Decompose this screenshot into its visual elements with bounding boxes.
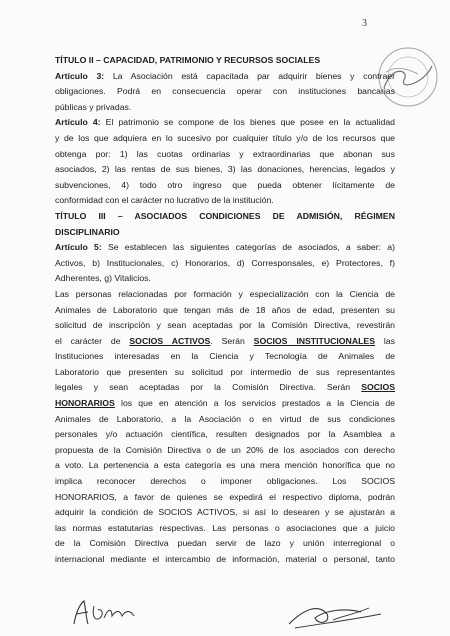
- article-3-line: públicas y privadas.: [55, 101, 132, 112]
- article-4-line: asociados, 2) las rentas de sus bienes, 3) las donaciones, herencias, legados y: [55, 164, 395, 175]
- socios-activos-term: SOCIOS ACTIVOS: [129, 335, 211, 346]
- title-iii: TÍTULO III – ASOCIADOS CONDICIONES DE ADMISIÓN, RÉGIMEN: [55, 210, 395, 221]
- document-body: [55, 53, 395, 568]
- article-3-label: Artículo 3:: [55, 70, 105, 81]
- title-iii-cont: DISCIPLINARIO: [55, 226, 120, 237]
- signature-left: [68, 596, 142, 630]
- body-line: Instituciones interesadas en la Ciencia y Tecnología de Animales de: [55, 351, 395, 362]
- body-line: personales y/o actuación científica, resulten designados por la Asamblea a: [55, 429, 395, 440]
- article-4-line: y de los que adquiera en lo sucesivo por cualquier título y/o de los recursos que: [55, 132, 395, 143]
- title-ii: TÍTULO II – CAPACIDAD, PATRIMONIO Y RECURSOS SOCIALES: [55, 55, 321, 65]
- signature-right: [285, 600, 385, 632]
- page-number: 3: [362, 18, 367, 29]
- article-5-line: Activos, b) Institucionales, c) Honorarios, d) Corresponsales, e) Protectores, f): [55, 257, 395, 268]
- article-5-line: Adherentes, g) Vitalicios.: [55, 273, 151, 284]
- body-line: HONORARIOS los que en atención a los servicios prestados a la Ciencia de: [55, 398, 395, 409]
- body-line: propuesta de la Comisión Directiva o de un 20% de los asociados con derecho: [55, 444, 395, 455]
- body-line: internacional mediante el intercambio de información, material o personal, tanto: [55, 554, 395, 564]
- body-line: de la Comisión Directiva puedan servir de lazo y unión interregional o: [55, 538, 395, 549]
- article-3-line: obligaciones. Podrá en consecuencia operar con instituciones bancarias: [55, 86, 395, 97]
- body-line: el carácter de SOCIOS ACTIVOS. Serán SOCIOS INSTITUCIONALES las: [55, 335, 395, 346]
- honorarios-term: HONORARIOS: [55, 398, 115, 409]
- body-line: Animales de Laboratorio, a la Asociación o en virtud de sus condiciones: [55, 413, 395, 424]
- body-line: Animales de Laboratorio que tengan más de 18 años de edad, presenten su: [55, 304, 395, 315]
- body-line: a voto. La pertenencia a esta categoría es una mera mención honorífica que no: [55, 460, 395, 471]
- body-line: adquirir la condición de SOCIOS ACTIVOS, si así lo desearen y se ajustarán a: [55, 507, 395, 518]
- socios-term: SOCIOS: [361, 382, 395, 393]
- body-line: las normas estatutarias respectivas. Las personas o asociaciones que a juicio: [55, 522, 395, 533]
- article-4-label: Artículo 4:: [55, 117, 101, 128]
- article-4-line: subvenciones, 4) todo otro ingreso que pueda obtener lícitamente de: [55, 179, 395, 190]
- body-line: Laboratorio que presenten su solicitud por intermedio de sus representantes: [55, 366, 395, 377]
- body-line: implica reconocer derechos o imponer obligaciones. Los SOCIOS: [55, 476, 395, 487]
- article-4-line: Artículo 4: El patrimonio se compone de los bienes que posee en la actualidad: [55, 117, 395, 128]
- socios-institucionales-term: SOCIOS INSTITUCIONALES: [253, 335, 375, 346]
- article-5-label: Artículo 5:: [55, 242, 102, 253]
- article-4-line: conformidad con el carácter no lucrativo de la institución.: [55, 195, 274, 206]
- body-line: solicitud de inscripción y sean aceptadas por la Comisión Directiva, revestirán: [55, 320, 395, 331]
- body-line: HONORARIOS, a favor de quienes se expedirá el respectivo diploma, podrán: [55, 491, 395, 502]
- article-3-line: Artículo 3: La Asociación está capacitada par adquirir bienes y contraer: [55, 70, 396, 81]
- body-line: Las personas relacionadas por formación y especialización con la Ciencia de: [55, 288, 395, 299]
- article-5-line: Artículo 5: Se establecen las siguientes categorías de asociados, a saber: a): [55, 242, 395, 253]
- article-4-line: obtenga por: 1) las cuotas ordinarias y extraordinarias que abonan sus: [55, 148, 395, 159]
- body-line: legales y sean aceptadas por la Comisión Directiva. Serán SOCIOS: [55, 382, 395, 393]
